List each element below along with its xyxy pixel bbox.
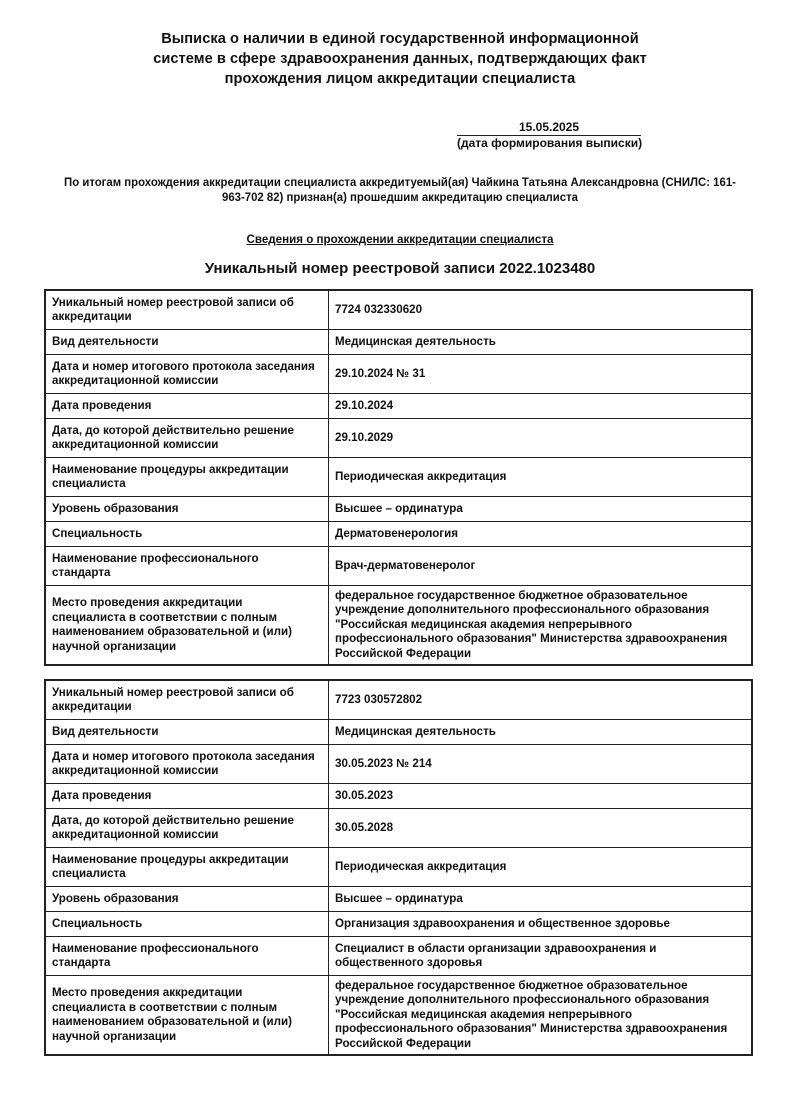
field-value-line: 29.10.2024 № 31 (335, 366, 426, 380)
table-row (45, 848, 752, 887)
field-label (45, 848, 329, 887)
intro-statement (40, 175, 760, 205)
field-label (45, 586, 329, 666)
section-heading-text: Сведения о прохождении аккредитации специалиста (246, 233, 554, 246)
table-row (45, 937, 752, 976)
field-label-line: специалиста (52, 477, 126, 490)
document-title-line: системе в сфере здравоохранения данных, подтверждающих факт (153, 51, 647, 67)
field-label (45, 680, 329, 720)
section-heading (0, 233, 800, 247)
table-row (45, 680, 752, 720)
field-value-line: "Российская медицинская академия непрерывного (335, 1007, 633, 1021)
field-value-line: Специалист в области организации здравоохранения и (335, 941, 657, 955)
field-label-line: аккредитационной комиссии (52, 438, 219, 451)
issue-date-block (457, 120, 641, 151)
field-label-line: наименованием образовательной и (или) (52, 1015, 292, 1028)
table-row (45, 547, 752, 586)
table-row (45, 394, 752, 419)
field-label-line: Наименование процедуры аккредитации (52, 852, 289, 866)
field-label-line: Уникальный номер реестровой записи об (52, 295, 294, 309)
field-label-line: аккредитационной комиссии (52, 764, 219, 777)
field-value-line: Высшее – ординатура (335, 501, 463, 515)
field-label-line: Специальность (52, 916, 143, 930)
field-value-line: 30.05.2028 (335, 820, 394, 834)
field-label (45, 547, 329, 586)
field-label-line: Дата, до которой действительно решение (52, 813, 294, 827)
field-value-line: Медицинская деятельность (335, 724, 496, 738)
field-value (329, 419, 753, 458)
field-value (329, 720, 753, 745)
field-label-line: стандарта (52, 566, 111, 579)
table-row (45, 330, 752, 355)
field-label-line: Уникальный номер реестровой записи об (52, 685, 294, 699)
field-label (45, 809, 329, 848)
field-value-line: Периодическая аккредитация (335, 469, 507, 483)
field-label-line: Наименование профессионального (52, 551, 259, 565)
field-value (329, 522, 753, 547)
field-label (45, 419, 329, 458)
field-value (329, 745, 753, 784)
table-row (45, 887, 752, 912)
field-value (329, 937, 753, 976)
field-label (45, 912, 329, 937)
field-label (45, 330, 329, 355)
table-row (45, 720, 752, 745)
field-value-line: Дерматовенерология (335, 526, 459, 540)
table-row (45, 976, 752, 1056)
field-label-line: специалиста в соответствии с полным (52, 610, 278, 624)
field-label-line: аккредитационной комиссии (52, 828, 219, 841)
field-label-line: научной организации (52, 1029, 177, 1043)
table-row (45, 809, 752, 848)
intro-line: По итогам прохождения аккредитации специалиста аккредитуемый(ая) Чайкина Татьяна Александровна (СНИЛС: 161- (64, 176, 736, 189)
field-label (45, 355, 329, 394)
intro-line: 963-702 82) признан(а) прошедшим аккредитацию специалиста (222, 191, 578, 204)
field-value-line: 7724 032330620 (335, 302, 423, 316)
field-value (329, 290, 753, 330)
field-value (329, 848, 753, 887)
field-value-line: Российской Федерации (335, 1036, 472, 1050)
field-label-line: Специальность (52, 526, 143, 540)
document-title-line: прохождения лицом аккредитации специалиста (224, 71, 576, 87)
field-value-line: учреждение дополнительного профессионального образования (335, 603, 710, 617)
field-label-line: специалиста в соответствии с полным (52, 1000, 278, 1014)
field-value-line: учреждение дополнительного профессионального образования (335, 993, 710, 1007)
field-value-line: Медицинская деятельность (335, 334, 496, 348)
table-row (45, 912, 752, 937)
field-label-line: Уровень образования (52, 501, 179, 515)
field-value-line: 29.10.2029 (335, 430, 394, 444)
field-label (45, 745, 329, 784)
field-label-line: аккредитационной комиссии (52, 374, 219, 387)
field-value-line: 30.05.2023 № 214 (335, 756, 432, 770)
field-value (329, 809, 753, 848)
field-value (329, 355, 753, 394)
field-value (329, 586, 753, 666)
field-value (329, 394, 753, 419)
field-label-line: аккредитации (52, 310, 132, 323)
field-label-line: научной организации (52, 639, 177, 653)
document-title (0, 29, 800, 89)
field-label (45, 522, 329, 547)
field-value (329, 887, 753, 912)
field-label (45, 720, 329, 745)
field-label-line: Дата проведения (52, 398, 152, 412)
issue-date: 15.05.2025 (457, 120, 641, 136)
accreditation-table (44, 679, 753, 1056)
accreditation-table (44, 289, 753, 666)
field-label-line: Наименование процедуры аккредитации (52, 462, 289, 476)
field-value-line: общественного здоровья (335, 956, 483, 969)
field-label (45, 290, 329, 330)
field-label-line: Вид деятельности (52, 334, 159, 348)
table-row (45, 458, 752, 497)
table-row (45, 522, 752, 547)
field-label-line: Дата, до которой действительно решение (52, 423, 294, 437)
field-value-line: Российской Федерации (335, 646, 472, 660)
field-label (45, 497, 329, 522)
field-value-line: Врач-дерматовенеролог (335, 558, 476, 572)
table-row (45, 290, 752, 330)
field-label-line: стандарта (52, 956, 111, 969)
field-value-line: 29.10.2024 (335, 398, 394, 412)
field-label-line: аккредитации (52, 700, 132, 713)
field-value-line: профессионального образования" Министерства здравоохранения (335, 1022, 728, 1036)
field-label (45, 937, 329, 976)
issue-date-caption: (дата формирования выписки) (457, 136, 643, 150)
table-row (45, 497, 752, 522)
field-label-line: специалиста (52, 867, 126, 880)
field-label (45, 976, 329, 1056)
field-label (45, 887, 329, 912)
field-value-line: Периодическая аккредитация (335, 859, 507, 873)
field-label-line: Дата и номер итогового протокола заседания (52, 359, 315, 373)
table-row (45, 784, 752, 809)
field-value (329, 784, 753, 809)
field-value (329, 330, 753, 355)
field-value-line: 30.05.2023 (335, 788, 394, 802)
field-label-line: Дата проведения (52, 788, 152, 802)
field-label-line: Наименование профессионального (52, 941, 259, 955)
field-value-line: Высшее – ординатура (335, 891, 463, 905)
field-value (329, 680, 753, 720)
table-row (45, 419, 752, 458)
field-value-line: федеральное государственное бюджетное образовательное (335, 588, 688, 602)
record-heading: Уникальный номер реестровой записи 2022.1023480 (204, 260, 596, 277)
field-value (329, 976, 753, 1056)
field-value (329, 547, 753, 586)
field-label-line: Место проведения аккредитации (52, 596, 243, 609)
field-value (329, 912, 753, 937)
field-label (45, 458, 329, 497)
document-title-line: Выписка о наличии в единой государственной информационной (161, 31, 639, 47)
table-row (45, 586, 752, 666)
field-label-line: Вид деятельности (52, 724, 159, 738)
field-label (45, 394, 329, 419)
field-label-line: Место проведения аккредитации (52, 986, 243, 999)
field-value-line: федеральное государственное бюджетное образовательное (335, 978, 688, 992)
table-row (45, 745, 752, 784)
field-value-line: 7723 030572802 (335, 692, 423, 706)
field-value-line: профессионального образования" Министерства здравоохранения (335, 632, 728, 646)
field-label-line: Дата и номер итогового протокола заседания (52, 749, 315, 763)
field-value (329, 497, 753, 522)
field-label-line: наименованием образовательной и (или) (52, 625, 292, 638)
field-label (45, 784, 329, 809)
field-value-line: "Российская медицинская академия непрерывного (335, 617, 633, 631)
field-label-line: Уровень образования (52, 891, 179, 905)
field-value-line: Организация здравоохранения и общественное здоровье (335, 916, 670, 930)
table-row (45, 355, 752, 394)
field-value (329, 458, 753, 497)
